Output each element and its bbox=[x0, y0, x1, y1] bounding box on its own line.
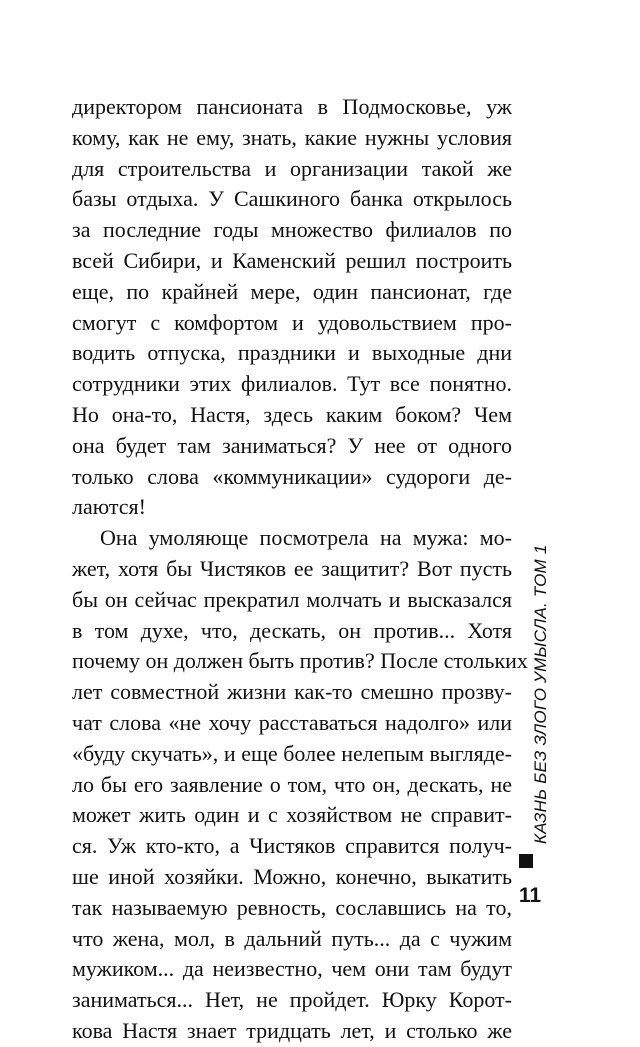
text-line: мужиком... да неизвестно, чем они там будут bbox=[72, 956, 512, 982]
page-number: 11 bbox=[518, 884, 542, 907]
text-line: водить отпуска, праздники и выходные дни bbox=[72, 340, 512, 366]
text-line: ше иной хозяйки. Можно, конечно, выкатить bbox=[72, 863, 512, 889]
text-line: лет совместной жизни как-то смешно прозву- bbox=[72, 679, 512, 705]
text-line: она будет там заниматься? У нее от одного bbox=[72, 432, 512, 458]
text-line: базы отдыха. У Сашкиного банка открылось bbox=[72, 186, 512, 212]
text-line: ся. Уж кто-кто, а Чистяков справится получ- bbox=[72, 833, 512, 859]
text-line: «буду скучать», и еще более нелепым выгляде- bbox=[72, 740, 512, 766]
text-line: для строительства и организации такой же bbox=[72, 155, 512, 181]
text-line: почему он должен быть против? После стольких bbox=[72, 648, 528, 674]
text-line: смогут с комфортом и удовольствием про- bbox=[72, 309, 512, 335]
text-line: чат слова «не хочу расставаться надолго» или bbox=[72, 709, 512, 735]
text-line: еще, по крайней мере, один пансионат, где bbox=[72, 278, 512, 304]
body-text bbox=[72, 92, 528, 1047]
text-line: заниматься... Нет, не пройдет. Юрку Корот- bbox=[72, 987, 512, 1013]
square-marker-icon bbox=[519, 854, 533, 868]
text-line: что жена, мол, в дальний путь... да с чужим bbox=[72, 925, 512, 951]
text-line: за последние годы множество филиалов по bbox=[72, 217, 512, 243]
text-line: сотрудники этих филиалов. Тут все понятно. bbox=[72, 371, 512, 397]
running-head-title: КАЗНЬ БЕЗ ЗЛОГО УМЫСЛА. ТОМ 1 bbox=[531, 544, 550, 844]
text-line: в том духе, что, дескать, он против... Хотя bbox=[72, 617, 512, 643]
running-head bbox=[515, 530, 550, 866]
text-line: только слова «коммуникации» судороги де- bbox=[72, 463, 512, 489]
text-line: бы он сейчас прекратил молчать и высказался bbox=[72, 586, 512, 612]
paragraph-end-line: лаются! bbox=[72, 494, 146, 520]
text-line: может жить один и с хозяйством не справит- bbox=[72, 802, 512, 828]
text-line: кому, как не ему, знать, какие нужны условия bbox=[72, 124, 512, 150]
text-line: директором пансионата в Подмосковье, уж bbox=[72, 94, 512, 119]
text-line: всей Сибири, и Каменский решил построить bbox=[72, 247, 512, 273]
text-line: Но она-то, Настя, здесь каким боком? Чем bbox=[72, 401, 512, 427]
text-line: жет, хотя бы Чистяков ее защитит? Вот пусть bbox=[72, 555, 512, 581]
text-line: кова Настя знает тридцать лет, и столько же bbox=[72, 1017, 512, 1043]
text-line: ло бы его заявление о том, что он, дескать, не bbox=[72, 771, 512, 797]
paragraph-start-line: Она умоляюще посмотрела на мужа: мо- bbox=[100, 525, 512, 551]
text-line: так называемую ревность, сославшись на то, bbox=[72, 894, 512, 920]
